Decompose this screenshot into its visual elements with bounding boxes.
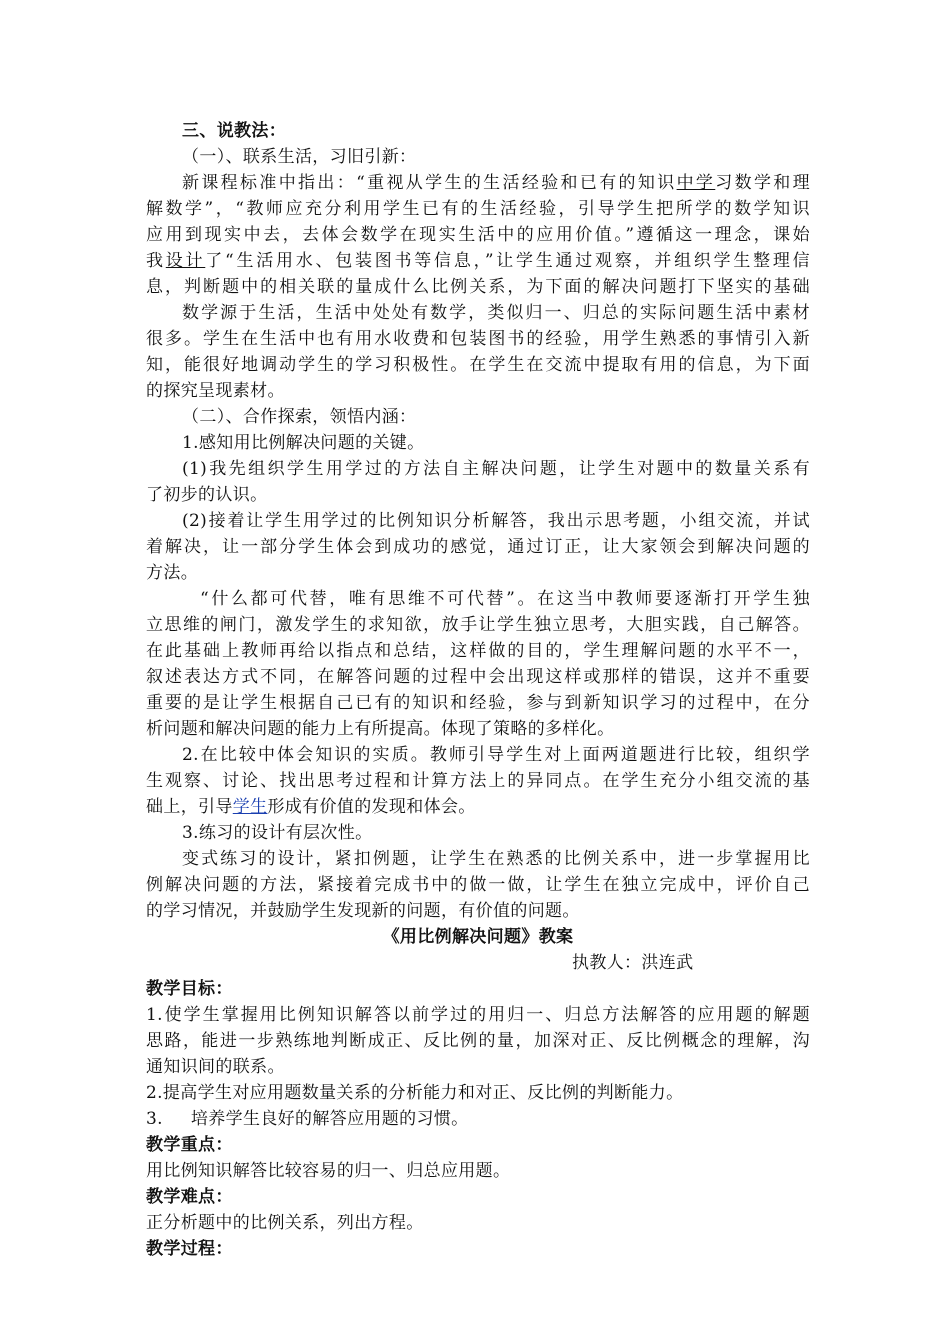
paragraph-line: 着解决，让一部分学生体会到成功的感觉，通过订正，让大家领会到解决问题的 xyxy=(146,537,810,557)
paragraph-line: “什么都可代替，唯有思维不可代替”。在这当中教师要逐渐打开学生独 xyxy=(200,589,810,609)
paragraph-line: 生观察、讨论、找出思考过程和计算方法上的异同点。在学生充分小组交流的基 xyxy=(146,771,810,791)
section-heading: 三、说教法： xyxy=(182,121,287,141)
paragraph-line: 通知识间的联系。 xyxy=(146,1057,285,1077)
student-link[interactable]: 学生 xyxy=(232,797,268,817)
paragraph-line: 在此基础上教师再给以指点和总结，这样做的目的，学生理解问题的水平不一， xyxy=(146,641,810,661)
goals-heading: 教学目标： xyxy=(146,979,233,999)
teacher-name: 执教人：洪连武 xyxy=(572,953,694,973)
list-item: 2.提高学生对应用题数量关系的分析能力和对正、反比例的判断能力。 xyxy=(146,1083,684,1103)
paragraph-line: 思路，能进一步熟练地判断成正、反比例的量，加深对正、反比例概念的理解，沟 xyxy=(146,1031,810,1051)
list-item: 1.感知用比例解决问题的关键。 xyxy=(182,433,425,453)
difficulty-text: 正分析题中的比例关系，列出方程。 xyxy=(146,1213,424,1233)
paragraph-line: 应用到现实中去，去体会数学在现实生活中的应用价值。”遵循这一理念，课始 xyxy=(146,225,810,245)
paragraph-line: 的探究呈现素材。 xyxy=(146,381,285,401)
paragraph-line: 析问题和解决问题的能力上有所提高。体现了策略的多样化。 xyxy=(146,719,615,739)
paragraph-line: (1)我先组织学生用学过的方法自主解决问题，让学生对题中的数量关系有 xyxy=(182,459,810,479)
paragraph-line: 很多。学生在生活中也有用水收费和包装图书的经验，用学生熟悉的事情引入新 xyxy=(146,329,810,349)
process-heading: 教学过程： xyxy=(146,1239,233,1259)
paragraph-line: 重要的是让学生根据自己已有的知识和经验，参与到新知识学习的过程中，在分 xyxy=(146,693,810,713)
paragraph-line: 1.使学生掌握用比例知识解答以前学过的用归一、归总方法解答的应用题的解题 xyxy=(146,1005,810,1025)
subsection-heading: （二）、合作探索，领悟内涵： xyxy=(182,407,417,427)
paragraph-line: 例解决问题的方法，紧接着完成书中的做一做，让学生在独立完成中，评价自己 xyxy=(146,875,810,895)
paragraph-line: 的学习情况，并鼓励学生发现新的问题，有价值的问题。 xyxy=(146,901,580,921)
paragraph-line: 础上，引导学生形成有价值的发现和体会。 xyxy=(146,797,476,817)
key-points-text: 用比例知识解答比较容易的归一、归总应用题。 xyxy=(146,1161,511,1181)
underlined-word: 设计 xyxy=(165,251,206,271)
list-item: 3. 培养学生良好的解答应用题的习惯。 xyxy=(146,1109,469,1129)
paragraph-line: 知，能很好地调动学生的学习积极性。在学生在交流中提取有用的信息，为下面 xyxy=(146,355,810,375)
paragraph-line: 变式练习的设计，紧扣例题，让学生在熟悉的比例关系中，进一步掌握用比 xyxy=(182,849,810,869)
list-item: 3.练习的设计有层次性。 xyxy=(182,823,373,843)
difficulty-heading: 教学难点： xyxy=(146,1187,233,1207)
paragraph-line: 立思维的闸门，激发学生的求知欲，放手让学生独立思考，大胆实践，自己解答。 xyxy=(146,615,810,635)
paragraph-line: 数学源于生活，生活中处处有数学，类似归一、归总的实际问题生活中素材 xyxy=(182,303,810,323)
paragraph-line: 我设计了“生活用水、包装图书等信息，”让学生通过观察，并组织学生整理信 xyxy=(146,251,810,271)
document-page xyxy=(146,118,810,1262)
paragraph-line: 方法。 xyxy=(146,563,199,583)
paragraph-line: 解数学”，“教师应充分利用学生已有的生活经验，引导学生把所学的数学知识 xyxy=(146,199,810,219)
key-points-heading: 教学重点： xyxy=(146,1135,233,1155)
paragraph-line: 新课程标准中指出：“重视从学生的生活经验和已有的知识中学习数学和理 xyxy=(182,173,810,193)
paragraph-line: 叙述表达方式不同，在解答问题的过程中会出现这样或那样的错误，这并不重要 xyxy=(146,667,810,687)
paragraph-line: (2)接着让学生用学过的比例知识分析解答，我出示思考题，小组交流，并试 xyxy=(182,511,810,531)
paragraph-line: 息，判断题中的相关联的量成什么比例关系，为下面的解决问题打下坚实的基础 xyxy=(146,277,810,297)
paragraph-line: 2.在比较中体会知识的实质。教师引导学生对上面两道题进行比较，组织学 xyxy=(182,745,810,765)
underlined-word: 中学 xyxy=(676,173,716,193)
paragraph-line: 了初步的认识。 xyxy=(146,485,268,505)
subsection-heading: （一）、联系生活，习旧引新： xyxy=(182,147,417,167)
lesson-title: 《用比例解决问题》教案 xyxy=(382,927,574,947)
